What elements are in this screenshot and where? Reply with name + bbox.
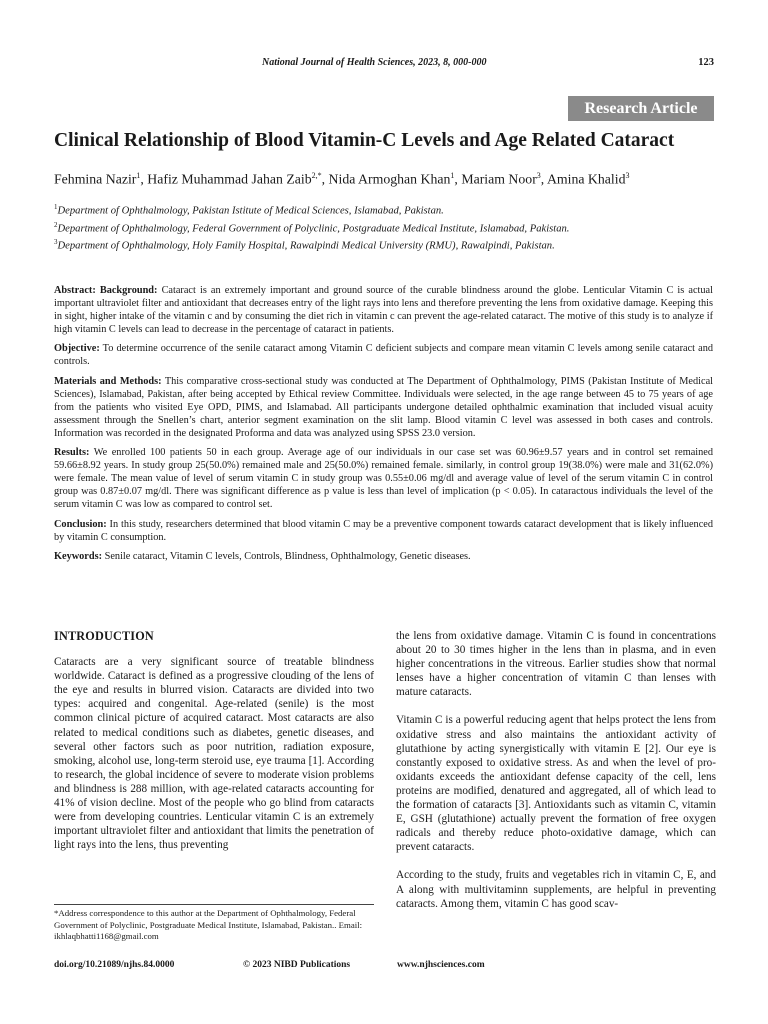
correspondence-footnote: *Address correspondence to this author at the Department of Ophthalmology, Federal Government of Polyclinic, Postgraduate Medical Institute, Islamabad, Pakistan.. Email: ikhlaqbhatti1168@gmail.com <box>54 908 363 942</box>
left-column <box>54 629 374 866</box>
abstract <box>54 284 713 569</box>
affiliation: $^3$Department of Ophthalmology, Holy Family Hospital, Rawalpindi Medical University (RMU), Rawalpindi, Pakistan. <box>54 238 555 252</box>
journal-website-link[interactable]: www.njhsciences.com <box>397 960 485 970</box>
paper-title: Clinical Relationship of Blood Vitamin-C Levels and Age Related Cataract <box>54 130 675 151</box>
page-number: 123 <box>698 57 714 68</box>
author-name: Hafiz Muhammad Jahan Zaib <box>147 171 312 187</box>
body-paragraph: Cataracts are a very significant source of treatable blindness worldwide. Cataract is defined as a progressive clouding of the lens of the eye and results in blurred vision. Cataracts are divided into two types: acquired and congenital. Age-related (senile) is the most common clinical picture of acquired cataract. Most cataracts are also related to medical conditions such as diabetes, genetic diseases, and several other factors such as poor nutrition, radiation exposure, smoking, alcohol use, long-term steroid use, eye trauma [1]. According to research, the global incidence of severe to moderate vision problems and blindness is 288 million, with age-related cataracts accounting for 41% of vision decline. Most of the people who go blind from cataracts were from developing countries. Lenticular vitamin C is an extremely important ultraviolet filter and antioxidant that limits the penetration of light rays into the lens, thus preventing <box>54 656 374 852</box>
author-affiliation-mark: 2,* <box>311 171 322 180</box>
author-name: Fehmina Nazir <box>54 171 137 187</box>
author-list: Fehmina Nazir$^1$, Hafiz Muhammad Jahan Zaib$^{2,*}$, Nida Armoghan Khan$^1$, Mariam Noor$^3$, Amina Khalid$^3$ <box>54 171 630 187</box>
copyright-notice: © 2023 NIBD Publications <box>243 960 351 970</box>
footnote-rule <box>54 904 374 905</box>
author-name: Mariam Noor <box>461 171 537 187</box>
abstract-methods: Materials and Methods: This comparative cross-sectional study was conducted at The Department of Ophthalmology, PIMS (Pakistan Institute of Medical Sciences), Islamabad, Pakistan, after being accepted by Ethical review Committee. Individuals were selected, in the age range between 45 to 75 years of age from the patients who visited Eye OPD, PIMS, and Islamabad. All participants undergone detailed ophthalmic examination that included visual acuity assessment through the Snellen’s chart, anterior segment examination on the slit lamp. Blood vitamin C level was assessed in both cases and controls. Information was recorded in the designated Proforma and data was analyzed using SPSS 23.0 version. <box>54 375 713 439</box>
author-name: Amina Khalid <box>546 171 626 187</box>
author-affiliation-mark: 1 <box>136 171 141 180</box>
author-affiliation-mark: 3 <box>625 171 630 180</box>
affiliation: $^2$Department of Ophthalmology, Federal Government of Polyclinic, Postgraduate Medical Institute, Islamabad, Pakistan. <box>54 221 570 235</box>
right-column <box>396 629 716 925</box>
abstract-conclusion: Conclusion: In this study, researchers determined that blood vitamin C may be a preventive component towards cataract development that is likely influenced by vitamin C consumption. <box>54 518 713 543</box>
body-paragraph: According to the study, fruits and vegetables rich in vitamin C, E, and A along with multivitaminn supplements, are helpful in preventing cataracts. Among them, vitamin C has good scav- <box>396 869 716 910</box>
affiliation: $^1$Department of Ophthalmology, Pakistan Istitute of Medical Sciences, Islamabad, Pakistan. <box>54 203 444 217</box>
author-affiliation-mark: 1 <box>450 171 455 180</box>
doi-link[interactable]: doi.org/10.21089/njhs.84.0000 <box>54 960 175 970</box>
body-paragraph: Vitamin C is a powerful reducing agent that helps protect the lens from oxidative stress and also maintains the antioxidant activity of glutathione by acting synergistically with vitamin E [2]. Our eye is constantly exposed to oxidative stress. As and when the level of pro-oxidants exceeds the antioxidant defense capacity of the cell, lens proteins are modified, denatured and aggregated, all of which lead to the formation of cataracts [3]. Antioxidants such as vitamin C, vitamin E, GSH (glutathione) actually prevent the formation of free oxygen radicals and thereby reduce photo-oxidative damage, which can prevent cataracts. <box>396 714 716 854</box>
abstract-keywords: Keywords: Senile cataract, Vitamin C levels, Controls, Blindness, Ophthalmology, Genetic diseases. <box>54 550 471 562</box>
abstract-background: Abstract: Background: Cataract is an extremely important and ground source of the curable blindness around the globe. Lenticular Vitamin C is actual important ultraviolet filter and antioxidant that decreases entry of the light rays into lens and therefore preventing the lens from oxidative damage. Keeping this in sight, higher intake of the vitamin c and by consuming the diet rich in vitamin c can prevent the age-related cataract. The motive of this study is to analyze if high vitamin C levels can lead to decrease in the percentage of cataract in patients. <box>54 285 713 336</box>
body-paragraph: the lens from oxidative damage. Vitamin C is found in concentrations about 20 to 30 times higher in the lens than in plasma, and in even higher concentrations in the vitreous. Earlier studies show that normal lenses have a higher concentration of vitamin C than lenses with mature cataracts. <box>396 630 716 699</box>
section-heading: INTRODUCTION <box>54 629 154 643</box>
article-type-badge: Research Article <box>568 96 714 121</box>
author-name: Nida Armoghan Khan <box>328 171 451 187</box>
abstract-results: Results: We enrolled 100 patients 50 in each group. Average age of our individuals in our case set was 60.96±9.57 years and in control set remained 59.66±8.92 years. In study group 25(50.0%) remained male and 25(50.0%) remained female. similarly, in control group 19(38.0%) were male and 31(62.0%) were female. The mean value of level of serum vitamin C in study group was 0.55±0.06 mg/dl and average value of level of the serum vitamin C in control group was 0.87±0.07 mg/dl. There was significant difference as p value is less than level of implication (p < 0.05). In cataractous individuals the level of the serum vitamin C was low as compared to control set. <box>54 447 714 511</box>
abstract-objective: Objective: To determine occurrence of the senile cataract among Vitamin C deficient subjects and compare mean vitamin C levels among senile cataract and controls. <box>54 343 713 368</box>
author-affiliation-mark: 3 <box>536 171 541 180</box>
running-head: National Journal of Health Sciences, 2023, 8, 000-000 <box>262 57 487 68</box>
